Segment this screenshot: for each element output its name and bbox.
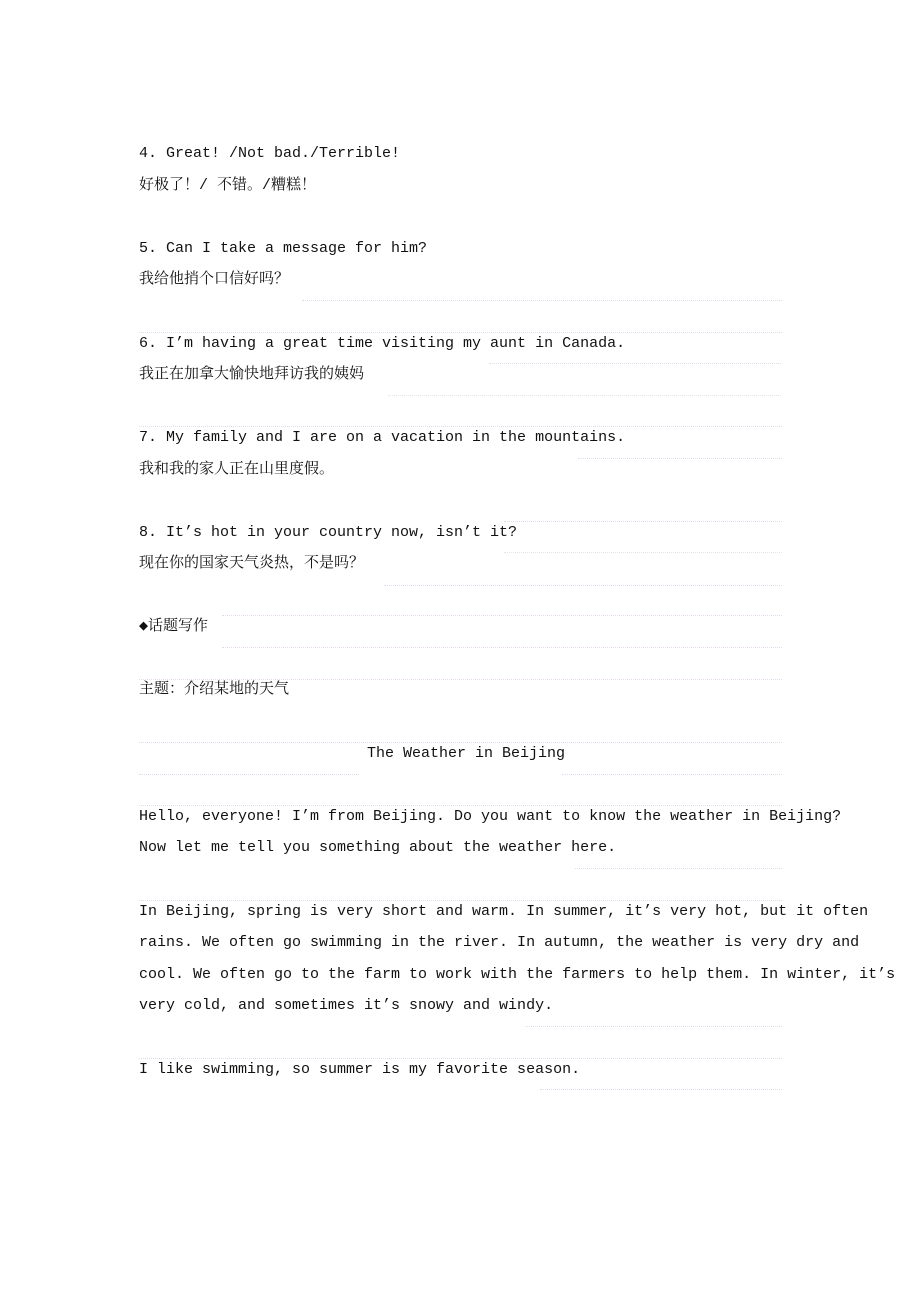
item-7-english: 7. My family and I are on a vacation in the mountains. [139, 429, 626, 446]
divider [139, 742, 782, 743]
item-5-chinese: 我给他捎个口信好吗？ [139, 271, 290, 288]
divider [302, 300, 782, 301]
section-heading: ◆话题写作 [139, 618, 209, 635]
divider [540, 1089, 782, 1090]
essay-line: cool. We often go to the farm to work with the farmers to help them. In winter, it’s [139, 966, 896, 983]
divider [388, 395, 781, 396]
essay-line: very cold, and sometimes it’s snowy and windy. [139, 997, 554, 1014]
essay-line: rains. We often go swimming in the river. In autumn, the weather is very dry and [139, 934, 860, 951]
divider [222, 615, 782, 616]
divider [504, 552, 782, 553]
essay-line: I like swimming, so summer is my favorite season. [139, 1061, 581, 1078]
item-6-chinese: 我正在加拿大愉快地拜访我的姨妈 [139, 366, 365, 383]
divider [222, 647, 782, 648]
divider [575, 868, 782, 869]
divider [139, 900, 782, 901]
item-6-english: 6. I’m having a great time visiting my aunt in Canada. [139, 335, 626, 352]
divider [139, 332, 782, 333]
divider [384, 585, 782, 586]
divider [139, 774, 359, 775]
essay-title: The Weather in Beijing [367, 745, 566, 762]
divider [139, 679, 782, 680]
item-8-chinese: 现在你的国家天气炎热，不是吗？ [139, 555, 365, 572]
divider [139, 805, 782, 806]
divider [562, 774, 782, 775]
divider [139, 426, 782, 427]
essay-line: Now let me tell you something about the weather here. [139, 839, 617, 856]
topic-line: 主题：介绍某地的天气 [139, 681, 290, 698]
item-7-chinese: 我和我的家人正在山里度假。 [139, 461, 335, 478]
item-4-english: 4. Great! /Not bad./Terrible! [139, 145, 401, 162]
divider [489, 363, 781, 364]
item-4-chinese: 好极了！/ 不错。/糟糕！ [139, 177, 317, 194]
divider [525, 1026, 782, 1027]
divider [578, 458, 782, 459]
divider [139, 1058, 782, 1059]
essay-line: Hello, everyone! I’m from Beijing. Do you want to know the weather in Beijing? [139, 808, 842, 825]
divider [504, 521, 782, 522]
essay-line: In Beijing, spring is very short and warm. In summer, it’s very hot, but it often [139, 903, 869, 920]
item-5-english: 5. Can I take a message for him? [139, 240, 428, 257]
item-8-english: 8. It’s hot in your country now, isn’t it? [139, 524, 518, 541]
